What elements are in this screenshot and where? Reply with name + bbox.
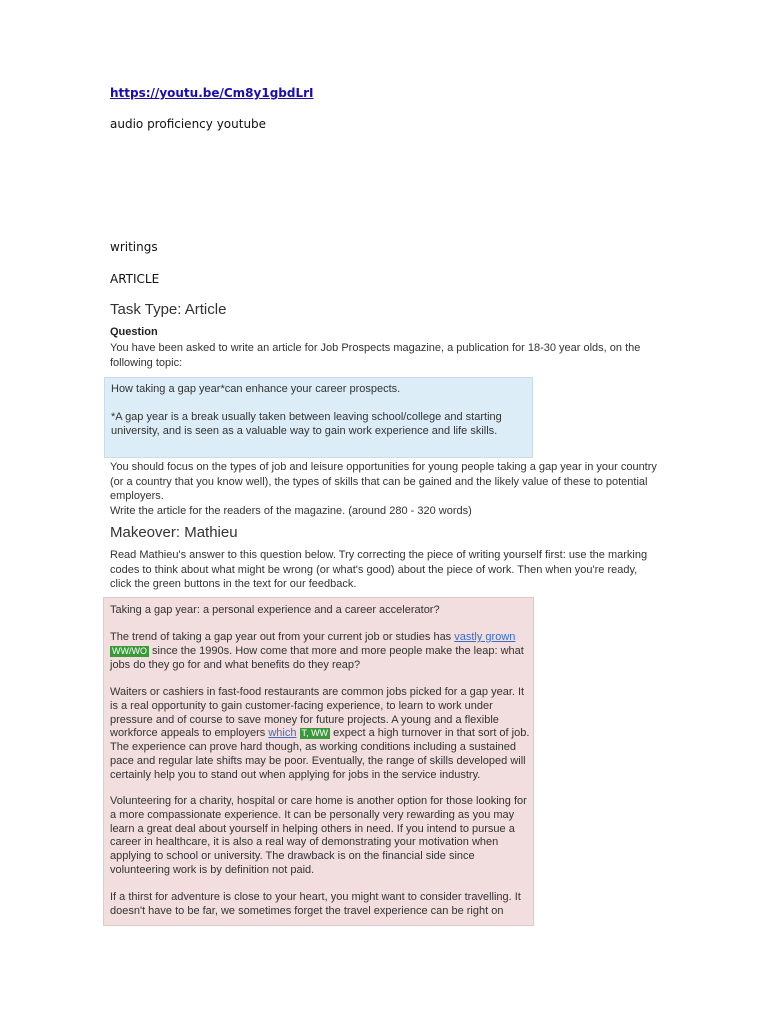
gap-year-definition: *A gap year is a break usually taken between leaving school/college and starting university, and is seen as a valuable way to gain work experience and life skills. [111,411,502,437]
writings-heading: writings [110,240,158,254]
essay-p2-text-b: expect a high turnover in that sort of job. The experience can prove hard though, as working conditions including a sustained pace and regular late shifts may be poor. Eventually, the range of skills developed will certainly help you to stand out when applying for jobs in the service industry. [110,727,530,781]
topic-line: How taking a gap year*can enhance your career prospects. [111,383,401,395]
audio-proficiency-line: audio proficiency youtube [110,117,267,131]
which-link[interactable]: which [268,727,297,740]
vastly-grown-link[interactable]: vastly grown [454,631,516,643]
ww-code: WW [311,728,329,739]
essay-p1-text-a: The trend of taking a gap year out from your current job or studies has [110,631,455,643]
makeover-title: Makeover: Mathieu [110,524,238,541]
task-type-title: Task Type: Article [110,301,227,318]
essay-paragraph-2 [110,686,530,783]
question-label: Question [110,326,158,338]
focus-text: You should focus on the types of job and leisure opportunities for young people taking a gap year in your country (or a country that you know well), the types of skills that can be gained and the likely value of these to potential employers. [110,461,657,502]
t-code: T [301,728,307,739]
article-heading: ARTICLE [110,272,160,286]
ww-wo-feedback-button[interactable]: WW/WO [112,645,147,656]
t-ww-feedback-button[interactable]: T, WW [301,728,329,739]
essay-paragraph-3: Volunteering for a charity, hospital or care home is another option for those looking for a more compassionate experience. It can be personally very rewarding as you may learn a great deal about yourself in helping others in need. If you intend to pursue a career in healthcare, it is also a real way of demonstrating your motivation when applying to school or university. The drawback is on the financial side since volunteering work is by definition not paid. [110,795,527,876]
essay-p2-text-a: Waiters or cashiers in fast-food restaurants are common jobs picked for a gap year. It is a real opportunity to gain customer-facing experience, to learn to work under pressure and of course to save money for future projects. A young and a flexible workforce appeals to employers [110,686,525,740]
focus-instructions [110,460,662,518]
essay-paragraph-4: If a thirst for adventure is close to your heart, you might want to consider travelling. It doesn't have to be far, we sometimes forget the travel experience can be right on [110,891,521,917]
topic-box [104,377,533,458]
youtube-link[interactable]: https://youtu.be/Cm8y1gbdLrI [110,86,314,100]
essay-title: Taking a gap year: a personal experience and a career accelerator? [110,604,440,616]
question-text: You have been asked to write an article for Job Prospects magazine, a publication for 18-30 year olds, on the following topic: [110,342,641,369]
word-count-instruction: Write the article for the readers of the magazine. (around 280 - 320 words) [110,504,472,517]
makeover-intro: Read Mathieu's answer to this question below. Try correcting the piece of writing yourself first: use the marking codes to think about what might be wrong (or what's good) about the piece of work. Then when you're ready, click the green buttons in the text for our feedback. [110,549,648,590]
student-answer-box [103,597,534,926]
essay-paragraph-1 [110,631,530,672]
essay-p1-text-b: since the 1990s. How come that more and more people make the leap: what jobs do they go for and what benefits do they reap? [110,644,524,671]
